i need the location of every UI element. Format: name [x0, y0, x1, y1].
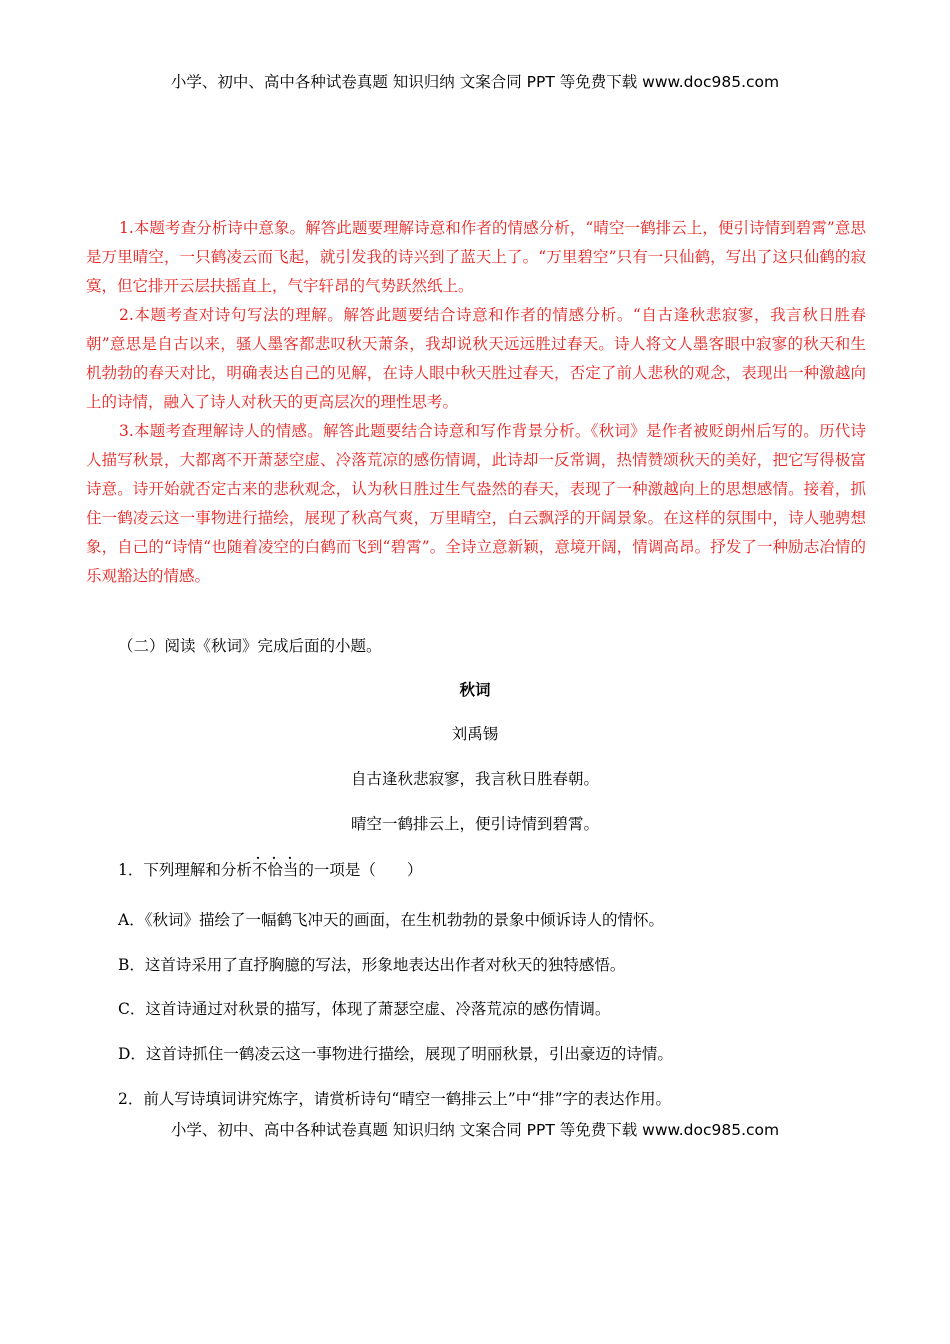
section-heading: （二）阅读《秋词》完成后面的小题。 [118, 637, 382, 655]
option-d: D．这首诗抓住一鹤凌云这一事物进行描绘，展现了明丽秋景，引出豪迈的诗情。 [118, 1045, 673, 1063]
question-1-emphasis: · · · 不恰当 [251, 851, 299, 879]
question-1 [118, 851, 423, 880]
header-banner: 小学、初中、高中各种试卷真题 知识归纳 文案合同 PPT 等免费下载 www.doc985.com [170, 73, 780, 91]
emphasis-dot: · [255, 851, 261, 865]
option-a: A．《秋词》描绘了一幅鹤飞冲天的画面，在生机勃勃的景象中倾诉诗人的情怀。 [118, 911, 664, 929]
question-1-prefix: 1．下列理解和分析 [118, 861, 252, 879]
answer-explanations [86, 214, 866, 591]
answer-3: 3.本题考查理解诗人的情感。解答此题要结合诗意和写作背景分析。《秋词》是作者被贬朗州后写的。历代诗人描写秋景，大都离不开萧瑟空虚、冷落荒凉的感伤情调，此诗却一反常调，热情赞颂秋天的美好，把它写得极富诗意。诗开始就否定古来的悲秋观念，认为秋日胜过生气盎然的春天，表现了一种激越向上的思想感情。接着，抓住一鹤凌云这一事物进行描绘，展现了秋高气爽，万里晴空，白云飘浮的开阔景象。在这样的氛围中，诗人驰骋想象，自己的“诗情“也随着凌空的白鹤而飞到“碧霄”。全诗立意新颖，意境开阔，情调高昂。抒发了一种励志冶情的乐观豁达的情感。 [86, 422, 866, 585]
option-c: C．这首诗通过对秋景的描写，体现了萧瑟空虚、冷落荒凉的感伤情调。 [118, 1000, 611, 1018]
poem-line-1: 自古逢秋悲寂寥，我言秋日胜春朝。 [350, 770, 599, 788]
poem-title: 秋词 [459, 680, 491, 699]
emphasis-dot: · [271, 851, 277, 865]
poem-line-2: 晴空一鹤排云上，便引诗情到碧霄。 [350, 815, 599, 833]
answer-1: 1.本题考查分析诗中意象。解答此题要理解诗意和作者的情感分析，“晴空一鹤排云上，便引诗情到碧霄”意思是万里晴空，一只鹤凌云而飞起，就引发我的诗兴到了蓝天上了。“万里碧空”只有一只仙鹤，写出了这只仙鹤的寂寞，但它排开云层扶摇直上，气宇轩昂的气势跃然纸上。 [86, 219, 866, 295]
option-b: B．这首诗采用了直抒胸臆的写法，形象地表达出作者对秋天的独特感悟。 [118, 956, 626, 974]
emphasis-dot: · [287, 851, 293, 865]
poem-author: 刘禹锡 [451, 725, 499, 743]
question-1-suffix: 的一项是（ ） [298, 861, 423, 879]
question-2: 2．前人写诗填词讲究炼字，请赏析诗句“晴空一鹤排云上”中“排”字的表达作用。 [118, 1090, 672, 1108]
footer-banner: 小学、初中、高中各种试卷真题 知识归纳 文案合同 PPT 等免费下载 www.doc985.com [170, 1121, 780, 1139]
answer-2: 2.本题考查对诗句写法的理解。解答此题要结合诗意和作者的情感分析。“自古逢秋悲寂寥，我言秋日胜春朝”意思是自古以来，骚人墨客都悲叹秋天萧条，我却说秋天远远胜过春天。诗人将文人墨客眼中寂寥的秋天和生机勃勃的春天对比，明确表达自己的见解，在诗人眼中秋天胜过春天，否定了前人悲秋的观念，表现出一种激越向上的诗情，融入了诗人对秋天的更高层次的理性思考。 [86, 306, 866, 411]
